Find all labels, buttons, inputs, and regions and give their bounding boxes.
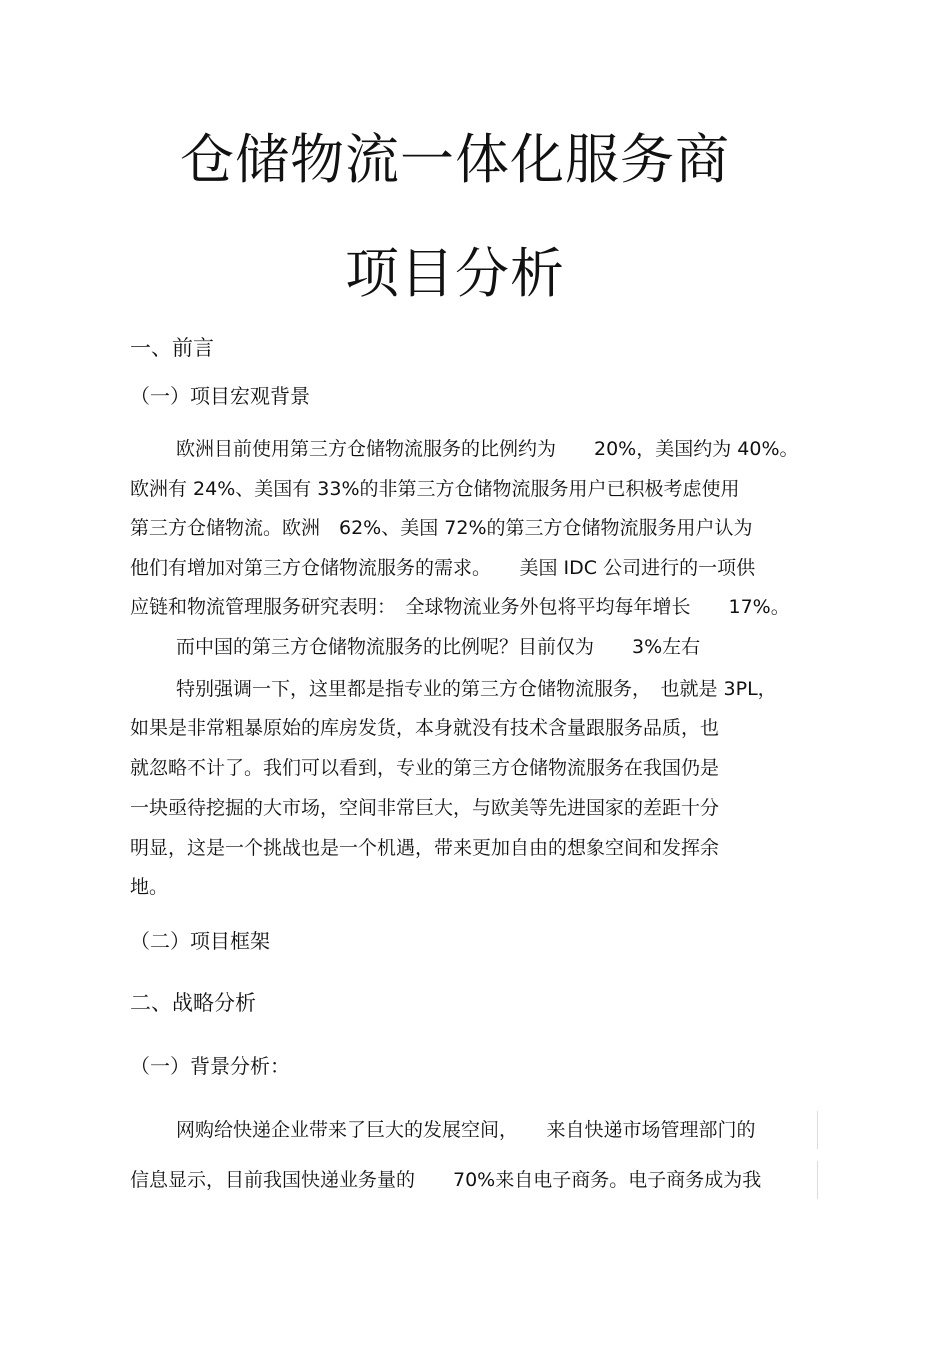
paragraph-line: 如果是非常粗暴原始的库房发货，本身就没有技术含量跟服务品质，也 xyxy=(130,717,720,739)
boxed-line-container xyxy=(130,1111,818,1149)
subsection-heading-project-framework: （二）项目框架 xyxy=(130,929,270,953)
paragraph-line: 他们有增加对第三方仓储物流服务的需求。 美国 IDC 公司进行的一项供 xyxy=(130,557,756,579)
paragraph-line: 就忽略不计了。我们可以看到，专业的第三方仓储物流服务在我国仍是 xyxy=(130,757,720,779)
document-title-line-2: 项目分析 xyxy=(345,242,565,305)
section-heading-preface: 一、前言 xyxy=(130,336,214,360)
paragraph-line: 欧洲目前使用第三方仓储物流服务的比例约为 20%，美国约为 40%。 xyxy=(176,438,799,460)
paragraph-line: 信息显示，目前我国快递业务量的 70%来自电子商务。电子商务成为我 xyxy=(130,1169,762,1191)
paragraph-line: 明显，这是一个挑战也是一个机遇，带来更加自由的想象空间和发挥余 xyxy=(130,837,720,859)
paragraph-line: 而中国的第三方仓储物流服务的比例呢？目前仅为 3%左右 xyxy=(176,636,701,658)
document-title-line-1: 仓储物流一体化服务商 xyxy=(180,128,730,191)
paragraph-line: 地。 xyxy=(130,876,169,898)
subsection-heading-background-analysis: （一）背景分析： xyxy=(130,1054,290,1078)
paragraph-line: 欧洲有 24%、美国有 33%的非第三方仓储物流服务用户已积极考虑使用 xyxy=(130,478,740,500)
subsection-heading-macro-background: （一）项目宏观背景 xyxy=(130,384,310,408)
section-heading-strategy-analysis: 二、战略分析 xyxy=(130,991,256,1015)
paragraph-line: 第三方仓储物流。欧洲 62%、美国 72%的第三方仓储物流服务用户认为 xyxy=(130,517,753,539)
paragraph-line: 一块亟待挖掘的大市场，空间非常巨大，与欧美等先进国家的差距十分 xyxy=(130,797,720,819)
paragraph-line: 应链和物流管理服务研究表明： 全球物流业务外包将平均每年增长 17%。 xyxy=(130,596,790,618)
paragraph-line: 网购给快递企业带来了巨大的发展空间， 来自快递市场管理部门的 xyxy=(176,1119,756,1141)
boxed-line-container xyxy=(130,1161,818,1199)
paragraph-line: 特别强调一下，这里都是指专业的第三方仓储物流服务， 也就是 3PL， xyxy=(176,678,777,700)
